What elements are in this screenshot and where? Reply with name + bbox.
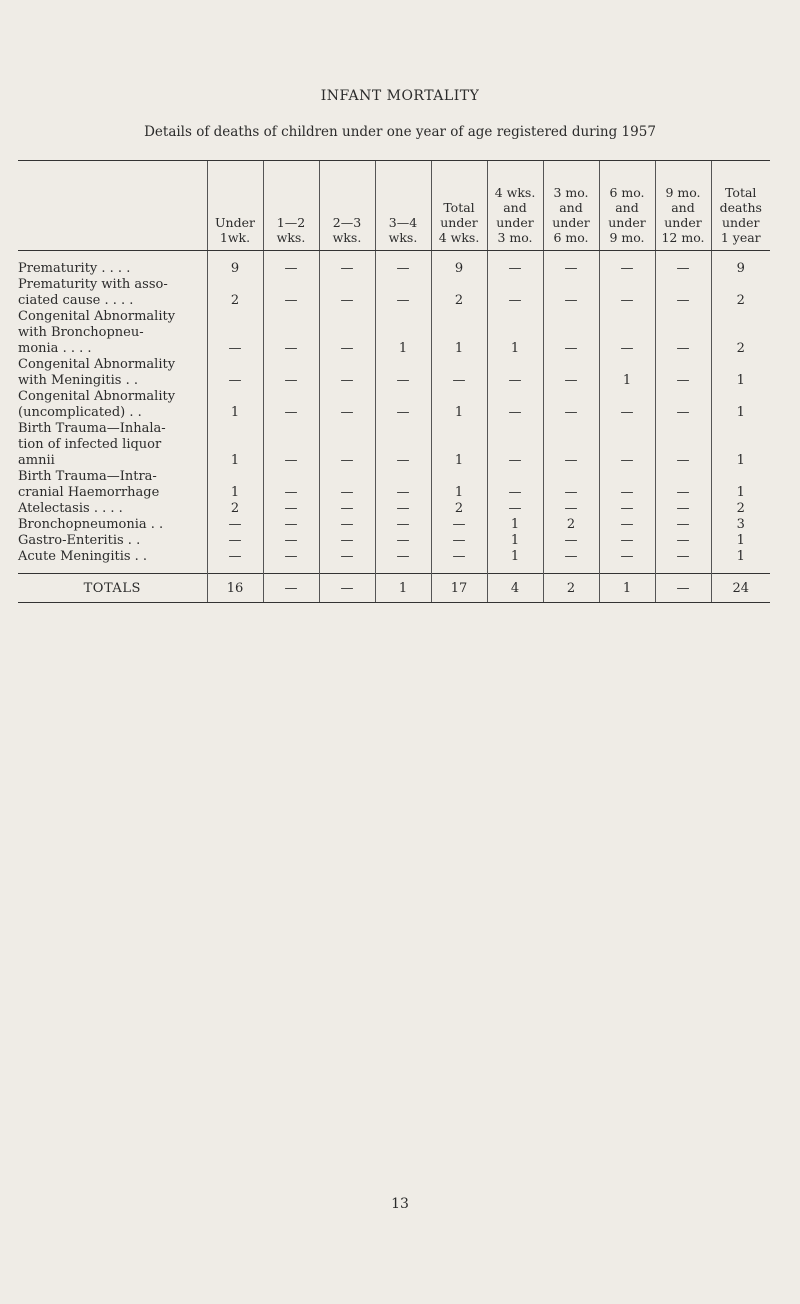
value-cell: — xyxy=(487,389,543,421)
value-cell: 1 xyxy=(711,533,770,549)
value-cell: — xyxy=(487,277,543,309)
value-cell: — xyxy=(319,549,375,574)
value-cell: 9 xyxy=(431,251,487,278)
value-cell: — xyxy=(431,357,487,389)
value-cell: — xyxy=(319,469,375,501)
value-cell: — xyxy=(375,517,431,533)
column-header-line: under xyxy=(722,215,760,230)
value-cell: 1 xyxy=(431,469,487,501)
value-cell: 9 xyxy=(207,251,263,278)
cause-line: Gastro-Enteritis . . xyxy=(18,533,141,548)
value-cell: — xyxy=(319,277,375,309)
value-cell: 1 xyxy=(431,309,487,357)
value-cell: 1 xyxy=(487,517,543,533)
value-cell: — xyxy=(263,251,319,278)
cause-line: ciated cause . . . . xyxy=(18,293,134,308)
value-cell: — xyxy=(487,421,543,469)
value-cell: — xyxy=(599,533,655,549)
column-header-line: under xyxy=(664,215,702,230)
column-header-line: 9 mo. xyxy=(609,230,645,245)
cause-cell xyxy=(18,469,207,501)
cause-cell xyxy=(18,357,207,389)
table-row xyxy=(18,469,770,501)
column-header xyxy=(375,161,431,251)
value-cell: — xyxy=(543,501,599,517)
column-header xyxy=(599,161,655,251)
table-row xyxy=(18,501,770,517)
cause-line: monia . . . . xyxy=(18,341,92,356)
totals-label: TOTALS xyxy=(18,574,207,603)
column-header-line: deaths xyxy=(719,200,762,215)
totals-value-cell: — xyxy=(655,574,711,603)
value-cell: — xyxy=(599,517,655,533)
column-header xyxy=(319,161,375,251)
totals-value-cell: 1 xyxy=(599,574,655,603)
value-cell: — xyxy=(375,469,431,501)
value-cell: — xyxy=(263,357,319,389)
cause-line: Atelectasis . . . . xyxy=(18,501,123,516)
table-row xyxy=(18,533,770,549)
cause-line: Congenital Abnormality xyxy=(18,357,176,372)
cause-cell xyxy=(18,389,207,421)
value-cell: 1 xyxy=(711,549,770,574)
cause-line: with Bronchopneu- xyxy=(18,325,144,340)
value-cell: — xyxy=(599,549,655,574)
value-cell: — xyxy=(599,501,655,517)
totals-value-cell: 4 xyxy=(487,574,543,603)
value-cell: 1 xyxy=(431,421,487,469)
value-cell: — xyxy=(487,469,543,501)
cause-line: Acute Meningitis . . xyxy=(18,549,148,564)
value-cell: 1 xyxy=(711,469,770,501)
value-cell: — xyxy=(655,517,711,533)
value-cell: — xyxy=(263,421,319,469)
value-cell: — xyxy=(319,309,375,357)
column-header-line: 1wk. xyxy=(219,230,251,245)
value-cell: — xyxy=(655,421,711,469)
totals-value-cell: — xyxy=(263,574,319,603)
table-row xyxy=(18,517,770,533)
column-header-line: 2—3 xyxy=(332,215,362,230)
column-header-line: and xyxy=(615,200,639,215)
column-header-line: 6 mo. xyxy=(609,185,645,200)
value-cell: — xyxy=(207,357,263,389)
value-cell: — xyxy=(319,421,375,469)
cause-cell xyxy=(18,309,207,357)
column-header-line: under xyxy=(440,215,478,230)
value-cell: — xyxy=(543,277,599,309)
value-cell: — xyxy=(375,389,431,421)
column-header xyxy=(431,161,487,251)
cause-cell xyxy=(18,277,207,309)
value-cell: — xyxy=(375,357,431,389)
column-header-line: and xyxy=(671,200,695,215)
totals-value-cell: 2 xyxy=(543,574,599,603)
table-row xyxy=(18,277,770,309)
value-cell: 3 xyxy=(711,517,770,533)
value-cell: — xyxy=(599,277,655,309)
cause-line: Congenital Abnormality xyxy=(18,389,176,404)
column-header-line: 1 year xyxy=(720,230,761,245)
value-cell: 1 xyxy=(487,309,543,357)
value-cell: — xyxy=(655,533,711,549)
column-header xyxy=(207,161,263,251)
column-header-line: 4 wks. xyxy=(438,230,480,245)
value-cell: 2 xyxy=(543,517,599,533)
value-cell: 1 xyxy=(487,549,543,574)
column-header-line: 3 mo. xyxy=(553,185,589,200)
table-header-row xyxy=(18,161,770,251)
value-cell: — xyxy=(263,389,319,421)
value-cell: 2 xyxy=(711,277,770,309)
value-cell: — xyxy=(487,251,543,278)
value-cell: — xyxy=(207,549,263,574)
table-row xyxy=(18,309,770,357)
totals-row xyxy=(18,574,770,603)
cause-line: Prematurity with asso- xyxy=(18,277,168,292)
value-cell: — xyxy=(543,309,599,357)
column-header xyxy=(487,161,543,251)
cause-cell xyxy=(18,501,207,517)
value-cell: — xyxy=(319,501,375,517)
value-cell: — xyxy=(207,533,263,549)
column-header-line: wks. xyxy=(276,230,306,245)
value-cell: — xyxy=(655,501,711,517)
value-cell: — xyxy=(655,277,711,309)
column-header-line: 1—2 xyxy=(276,215,306,230)
value-cell: — xyxy=(599,251,655,278)
value-cell: — xyxy=(599,309,655,357)
value-cell: — xyxy=(543,389,599,421)
value-cell: 2 xyxy=(431,277,487,309)
value-cell: 2 xyxy=(711,501,770,517)
page-title: INFANT MORTALITY xyxy=(320,88,480,104)
value-cell: — xyxy=(655,251,711,278)
value-cell: — xyxy=(375,277,431,309)
infant-mortality-table xyxy=(18,160,770,603)
cause-line: Prematurity . . . . xyxy=(18,261,131,276)
cause-line: with Meningitis . . xyxy=(18,373,138,388)
value-cell: 2 xyxy=(431,501,487,517)
page-subtitle: Details of deaths of children under one year of age registered during 1957 xyxy=(144,124,656,140)
value-cell: 1 xyxy=(487,533,543,549)
value-cell: 1 xyxy=(711,421,770,469)
cause-line: tion of infected liquor xyxy=(18,437,162,452)
value-cell: — xyxy=(543,469,599,501)
value-cell: — xyxy=(375,421,431,469)
totals-value-cell: 1 xyxy=(375,574,431,603)
cause-cell xyxy=(18,251,207,278)
value-cell: 1 xyxy=(599,357,655,389)
value-cell: 2 xyxy=(711,309,770,357)
value-cell: — xyxy=(207,517,263,533)
value-cell: — xyxy=(319,357,375,389)
cause-line: (uncomplicated) . . xyxy=(18,405,142,420)
value-cell: — xyxy=(375,501,431,517)
value-cell: — xyxy=(375,533,431,549)
cause-cell xyxy=(18,549,207,574)
table-row xyxy=(18,549,770,574)
value-cell: — xyxy=(543,549,599,574)
column-header-line: wks. xyxy=(332,230,362,245)
column-header xyxy=(711,161,770,251)
value-cell: — xyxy=(655,549,711,574)
column-header-line: under xyxy=(496,215,534,230)
value-cell: — xyxy=(207,309,263,357)
value-cell: — xyxy=(375,549,431,574)
value-cell: 9 xyxy=(711,251,770,278)
totals-value-cell: — xyxy=(319,574,375,603)
cause-line: Birth Trauma—Inhala- xyxy=(18,421,166,436)
value-cell: — xyxy=(263,309,319,357)
column-header xyxy=(263,161,319,251)
column-header-line: wks. xyxy=(388,230,418,245)
column-header-line: 9 mo. xyxy=(665,185,701,200)
value-cell: — xyxy=(487,357,543,389)
value-cell: 2 xyxy=(207,277,263,309)
value-cell: — xyxy=(375,251,431,278)
value-cell: 2 xyxy=(207,501,263,517)
table-row xyxy=(18,357,770,389)
totals-value-cell: 24 xyxy=(711,574,770,603)
column-header-line: and xyxy=(559,200,583,215)
value-cell: — xyxy=(543,421,599,469)
value-cell: — xyxy=(263,517,319,533)
column-header-line: 3—4 xyxy=(388,215,418,230)
value-cell: — xyxy=(599,389,655,421)
column-header-line: 4 wks. xyxy=(494,185,536,200)
cause-line: amnii xyxy=(18,453,55,468)
value-cell: — xyxy=(599,469,655,501)
value-cell: 1 xyxy=(207,469,263,501)
value-cell: — xyxy=(263,277,319,309)
value-cell: — xyxy=(263,501,319,517)
cause-cell xyxy=(18,421,207,469)
page-number: 13 xyxy=(391,1196,409,1212)
value-cell: — xyxy=(655,357,711,389)
column-header-line: 6 mo. xyxy=(553,230,589,245)
totals-value-cell: 16 xyxy=(207,574,263,603)
value-cell: — xyxy=(543,533,599,549)
cause-line: Birth Trauma—Intra- xyxy=(18,469,157,484)
column-header-line: under xyxy=(552,215,590,230)
value-cell: — xyxy=(655,389,711,421)
column-header-line: 12 mo. xyxy=(661,230,705,245)
value-cell: — xyxy=(263,549,319,574)
value-cell: — xyxy=(319,251,375,278)
value-cell: — xyxy=(319,389,375,421)
column-header-line: Total xyxy=(443,200,475,215)
value-cell: — xyxy=(431,533,487,549)
cause-cell xyxy=(18,517,207,533)
value-cell: — xyxy=(431,517,487,533)
column-header-line: under xyxy=(608,215,646,230)
value-cell: 1 xyxy=(207,421,263,469)
column-header xyxy=(543,161,599,251)
cause-line: Congenital Abnormality xyxy=(18,309,176,324)
column-header-line: Under xyxy=(215,215,255,230)
cause-cell xyxy=(18,533,207,549)
value-cell: — xyxy=(599,421,655,469)
column-header-line: and xyxy=(503,200,527,215)
value-cell: — xyxy=(543,357,599,389)
table-row xyxy=(18,421,770,469)
value-cell: — xyxy=(263,533,319,549)
value-cell: — xyxy=(487,501,543,517)
table-row xyxy=(18,389,770,421)
value-cell: — xyxy=(431,549,487,574)
cause-line: Bronchopneumonia . . xyxy=(18,517,164,532)
value-cell: 1 xyxy=(711,357,770,389)
value-cell: 1 xyxy=(207,389,263,421)
cause-line: cranial Haemorrhage xyxy=(18,485,160,500)
header-cell-empty xyxy=(18,161,207,251)
column-header-line: Total xyxy=(725,185,757,200)
table-body xyxy=(18,251,770,574)
value-cell: — xyxy=(543,251,599,278)
totals-value-cell: 17 xyxy=(431,574,487,603)
column-header xyxy=(655,161,711,251)
value-cell: 1 xyxy=(431,389,487,421)
column-header-line: 3 mo. xyxy=(497,230,533,245)
value-cell: — xyxy=(319,533,375,549)
value-cell: 1 xyxy=(375,309,431,357)
value-cell: — xyxy=(655,309,711,357)
value-cell: — xyxy=(319,517,375,533)
value-cell: — xyxy=(263,469,319,501)
value-cell: — xyxy=(655,469,711,501)
table-row xyxy=(18,251,770,278)
value-cell: 1 xyxy=(711,389,770,421)
